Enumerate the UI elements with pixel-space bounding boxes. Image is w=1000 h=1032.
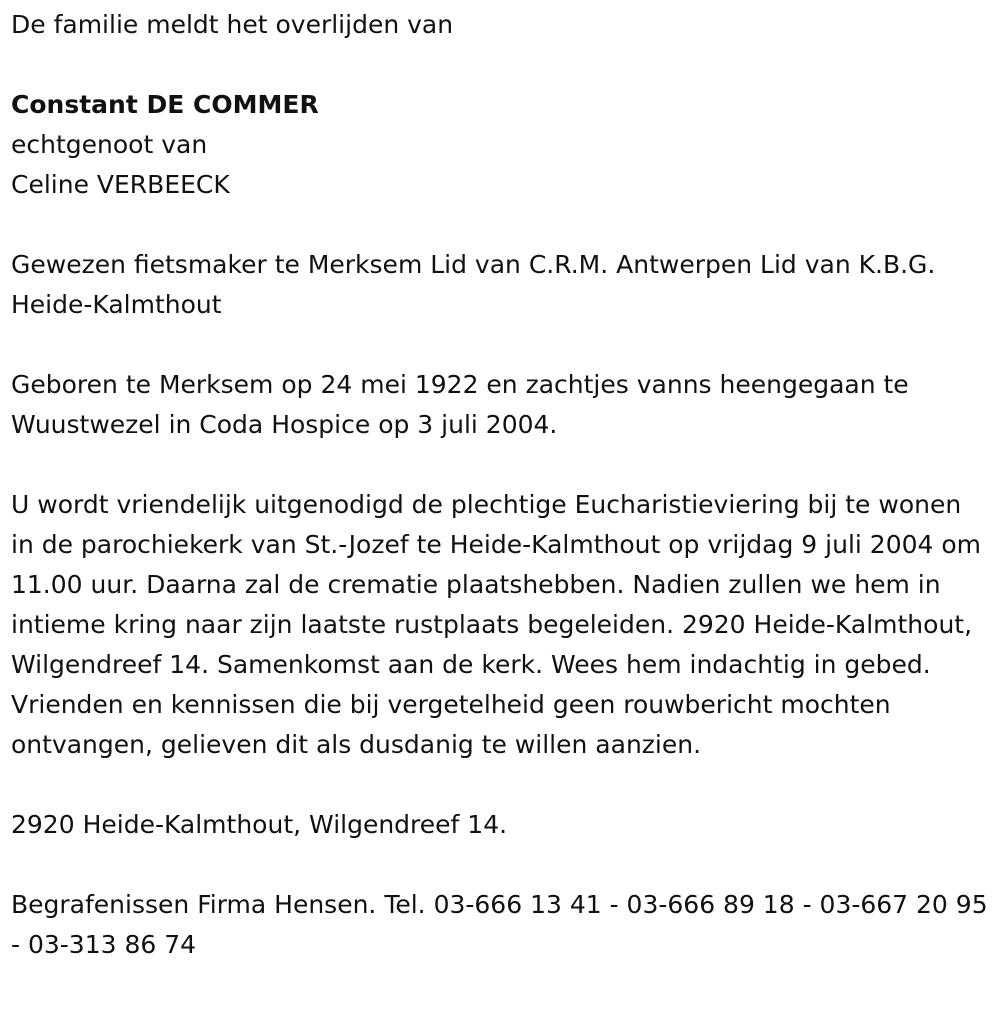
invitation-text: U wordt vriendelijk uitgenodigd de plechtige Eucharistieviering bij te wonen in de parochiekerk van St.-Jozef te Heide-Kalmthout op vrijdag 9 juli 2004 om 11.00 uur. Daarna zal de crematie plaatshebben. Nadien zullen we hem in intieme kring naar zijn laatste rustplaats begeleiden. 2920 Heide-Kalmthout, Wilgendreef 14. Samenkomst aan de kerk. Wees hem indachtig in gebed. Vrienden en kennissen die bij vergetelheid geen rouwbericht mochten ontvangen, gelieven dit als dusdanig te willen aanzien. xyxy=(11,490,989,759)
spouse-name: Celine VERBEECK xyxy=(11,170,230,199)
birth-death-text: Geboren te Merksem op 24 mei 1922 en zachtjes vanns heengegaan te Wuustwezel in Coda Hospice op 3 juli 2004. xyxy=(11,370,917,439)
spacer xyxy=(11,845,990,885)
occupation-text: Gewezen fietsmaker te Merksem Lid van C.R.M. Antwerpen Lid van K.B.G. Heide-Kalmthout xyxy=(11,250,944,319)
funeral-director-text: Begrafenissen Firma Hensen. Tel. 03-666 13 41 - 03-666 89 18 - 03-667 20 95 - 03-313 86 74 xyxy=(11,890,996,959)
spacer xyxy=(11,325,990,365)
spacer xyxy=(11,765,990,805)
address-text: 2920 Heide-Kalmthout, Wilgendreef 14. xyxy=(11,810,508,839)
spacer xyxy=(11,205,990,245)
spacer xyxy=(11,45,990,85)
intro-text: De familie meldt het overlijden van xyxy=(11,10,454,39)
spacer xyxy=(11,445,990,485)
relation-text: echtgenoot van xyxy=(11,130,208,159)
deceased-name: Constant DE COMMER xyxy=(11,90,319,119)
